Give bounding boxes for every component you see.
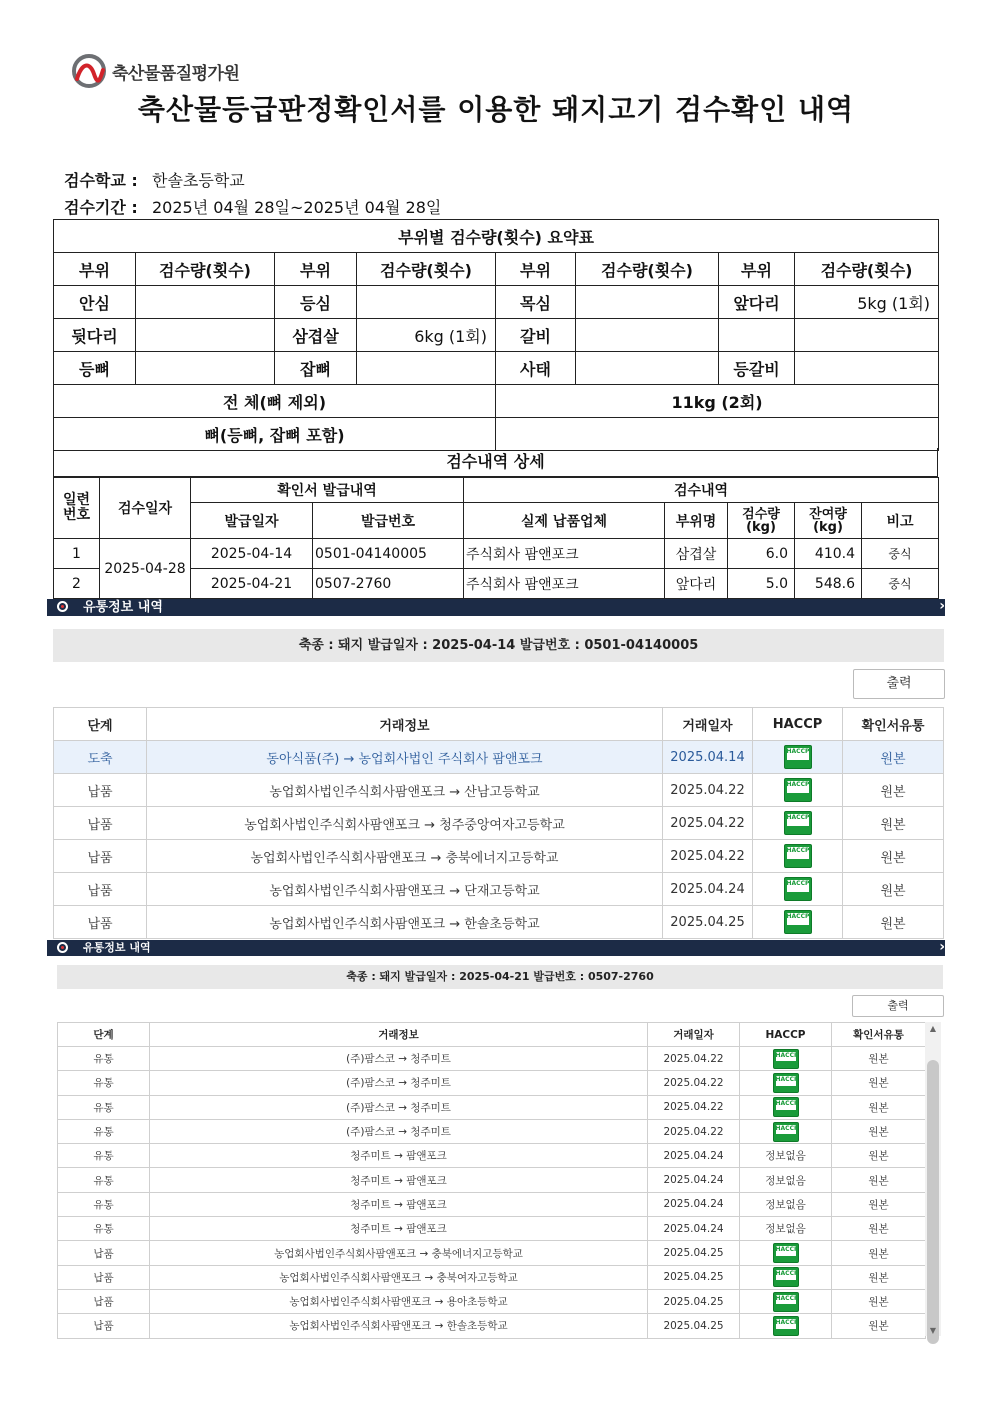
- haccp-badge-text: HACCP: [787, 814, 809, 826]
- h-part: 부위명: [665, 503, 728, 539]
- part-qty: [576, 319, 719, 352]
- period-label: 검수기간 :: [64, 198, 138, 217]
- print-button[interactable]: 출력: [852, 995, 944, 1017]
- table-row[interactable]: [58, 1119, 926, 1143]
- haccp-badge-text: HACCP: [776, 1319, 796, 1329]
- part-qty: [795, 319, 939, 352]
- row-stage: 유통: [58, 1217, 150, 1241]
- row-haccp: [740, 1071, 832, 1095]
- table-row[interactable]: [54, 807, 944, 840]
- org-logo: [70, 52, 270, 92]
- row-stage: 납품: [58, 1314, 150, 1338]
- col-qty: 검수량(횟수): [576, 253, 719, 286]
- row-stage: 납품: [54, 807, 147, 840]
- row-date: 2025.04.22: [663, 774, 753, 807]
- row-date: 2025.04.25: [663, 906, 753, 939]
- haccp-badge-text: HACCP: [776, 1125, 796, 1135]
- total-value: 11kg (2회): [496, 385, 939, 418]
- table-row[interactable]: [58, 1168, 926, 1192]
- table-row[interactable]: [54, 741, 944, 774]
- row-date: 2025.04.25: [648, 1241, 740, 1265]
- row-dist: 원본: [843, 807, 944, 840]
- row-date: 2025.04.24: [663, 873, 753, 906]
- col-stage: 단계: [54, 708, 147, 741]
- haccp-badge-icon: [773, 1292, 799, 1312]
- part-qty: [136, 319, 275, 352]
- h-supplier: 실제 납품업체: [464, 503, 665, 539]
- summary-row: [54, 286, 939, 319]
- haccp-badge-icon: [773, 1316, 799, 1336]
- summary-title: 부위별 검수량(횟수) 요약표: [54, 220, 939, 253]
- part-qty: [795, 352, 939, 385]
- table-row[interactable]: [54, 840, 944, 873]
- col-haccp: HACCP: [753, 708, 843, 741]
- dist2-bar: [47, 940, 945, 956]
- bone-value: [496, 418, 939, 451]
- page-title: 축산물등급판정확인서를 이용한 돼지고기 검수확인 내역: [137, 93, 855, 126]
- row-haccp: 정보없음: [740, 1217, 832, 1241]
- col-dist: 확인서유통: [832, 1023, 926, 1047]
- detail-row: [54, 539, 939, 569]
- col-info: 거래정보: [147, 708, 663, 741]
- row-stage: 납품: [54, 906, 147, 939]
- period-value: 2025년 04월 28일~2025년 04월 28일: [152, 198, 442, 217]
- part-name: 뒷다리: [54, 319, 136, 352]
- row-haccp: [753, 840, 843, 873]
- row-issue-no: 0501-04140005: [313, 539, 464, 569]
- part-qty: 5kg (1회): [795, 286, 939, 319]
- school-label: 검수학교 :: [64, 171, 138, 190]
- row-haccp: [740, 1241, 832, 1265]
- row-supplier: 주식회사 팜앤포크: [464, 569, 665, 599]
- col-info: 거래정보: [150, 1023, 648, 1047]
- row-info: 농업회사법인주식회사팜앤포크 → 충북에너지고등학교: [150, 1241, 648, 1265]
- row-info: (주)팜스코 → 청주미트: [150, 1047, 648, 1071]
- haccp-badge-icon: [773, 1049, 799, 1069]
- row-issue-date: 2025-04-21: [191, 569, 313, 599]
- row-haccp: [753, 873, 843, 906]
- row-haccp: [753, 906, 843, 939]
- row-stage: 유통: [58, 1095, 150, 1119]
- dist1-bar-label: 유통정보 내역: [83, 600, 163, 615]
- col-part: 부위: [496, 253, 576, 286]
- part-qty: [576, 352, 719, 385]
- row-haccp: [740, 1289, 832, 1313]
- haccp-badge-icon: [784, 877, 812, 901]
- detail-grid: [53, 477, 939, 599]
- haccp-badge-text: HACCP: [776, 1100, 796, 1110]
- row-dist: 원본: [843, 906, 944, 939]
- row-date: 2025.04.24: [648, 1168, 740, 1192]
- row-dist: 원본: [832, 1241, 926, 1265]
- table-row[interactable]: [58, 1241, 926, 1265]
- col-date: 거래일자: [648, 1023, 740, 1047]
- row-info: 청주미트 → 팜앤포크: [150, 1217, 648, 1241]
- scrollbar-thumb[interactable]: [927, 1060, 939, 1344]
- info-icon: [57, 942, 68, 953]
- haccp-badge-text: HACCP: [787, 880, 809, 892]
- print-button[interactable]: 출력: [853, 669, 945, 699]
- row-date: 2025.04.22: [648, 1071, 740, 1095]
- h-issue: 확인서 발급내역: [191, 478, 464, 503]
- table-row[interactable]: [58, 1314, 926, 1338]
- dist2-bar-label: 유통정보 내역: [83, 941, 151, 954]
- row-issue-no: 0507-2760: [313, 569, 464, 599]
- row-stage: 납품: [54, 774, 147, 807]
- haccp-badge-text: HACCP: [776, 1076, 796, 1086]
- part-name: 안심: [54, 286, 136, 319]
- row-rem: 548.6: [795, 569, 862, 599]
- row-date: 2025.04.24: [648, 1144, 740, 1168]
- col-qty: 검수량(횟수): [357, 253, 496, 286]
- row-stage: 도축: [54, 741, 147, 774]
- row-info: 농업회사법인주식회사팜앤포크 → 용아초등학교: [150, 1289, 648, 1313]
- row-note: 중식: [862, 569, 939, 599]
- haccp-badge-icon: [773, 1097, 799, 1117]
- haccp-badge-icon: [773, 1267, 799, 1287]
- row-part: 삼겹살: [665, 539, 728, 569]
- row-qty: 6.0: [728, 539, 795, 569]
- row-haccp: [753, 741, 843, 774]
- col-stage: 단계: [58, 1023, 150, 1047]
- row-haccp: [740, 1314, 832, 1338]
- h-no: 일련 번호: [54, 478, 100, 539]
- detail-title: 검수내역 상세: [53, 448, 938, 477]
- haccp-badge-icon: [784, 778, 812, 802]
- part-qty: [357, 286, 496, 319]
- row-dist: 원본: [832, 1217, 926, 1241]
- row-dist: 원본: [832, 1047, 926, 1071]
- row-date: 2025-04-28: [100, 539, 191, 599]
- row-info: 농업회사법인주식회사팜앤포크 → 충북여자고등학교: [150, 1265, 648, 1289]
- row-dist: 원본: [843, 873, 944, 906]
- dist2-summary: 축종 : 돼지 발급일자 : 2025-04-21 발급번호 : 0507-2760: [57, 965, 943, 989]
- h-rem: 잔여량 (kg): [795, 503, 862, 539]
- part-name: 등갈비: [719, 352, 795, 385]
- row-haccp: [740, 1047, 832, 1071]
- row-date: 2025.04.25: [648, 1265, 740, 1289]
- table-row[interactable]: [58, 1192, 926, 1216]
- row-haccp: 정보없음: [740, 1168, 832, 1192]
- part-name: 등심: [275, 286, 357, 319]
- info-icon: [57, 601, 68, 612]
- col-part: 부위: [275, 253, 357, 286]
- row-note: 중식: [862, 539, 939, 569]
- row-haccp: [740, 1265, 832, 1289]
- row-dist: 원본: [843, 840, 944, 873]
- part-qty: [357, 352, 496, 385]
- row-info: 청주미트 → 팜앤포크: [150, 1192, 648, 1216]
- h-issue-no: 발급번호: [313, 503, 464, 539]
- row-issue-date: 2025-04-14: [191, 539, 313, 569]
- table-row[interactable]: [58, 1144, 926, 1168]
- part-name: [719, 319, 795, 352]
- h-insp: 검수내역: [464, 478, 939, 503]
- part-qty: [576, 286, 719, 319]
- haccp-badge-icon: [784, 811, 812, 835]
- row-stage: 유통: [58, 1192, 150, 1216]
- haccp-badge-icon: [773, 1243, 799, 1263]
- haccp-badge-icon: [784, 745, 812, 769]
- col-date: 거래일자: [663, 708, 753, 741]
- row-haccp: [740, 1095, 832, 1119]
- row-haccp: [753, 807, 843, 840]
- school-info: [64, 168, 245, 191]
- row-dist: 원본: [832, 1265, 926, 1289]
- haccp-badge-text: HACCP: [787, 847, 809, 859]
- row-stage: 납품: [54, 873, 147, 906]
- scrollbar[interactable]: [925, 1022, 941, 1336]
- row-info: 농업회사법인주식회사팜앤포크 → 청주중앙여자고등학교: [147, 807, 663, 840]
- row-dist: 원본: [832, 1289, 926, 1313]
- part-name: 갈비: [496, 319, 576, 352]
- haccp-badge-icon: [784, 844, 812, 868]
- row-rem: 410.4: [795, 539, 862, 569]
- haccp-badge-text: HACCP: [787, 913, 809, 925]
- haccp-badge-text: HACCP: [776, 1246, 796, 1256]
- haccp-badge-text: HACCP: [776, 1270, 796, 1280]
- row-stage: 납품: [54, 840, 147, 873]
- scroll-down-icon[interactable]: ▼: [929, 1326, 937, 1335]
- chevron-right-icon[interactable]: ›: [939, 598, 945, 614]
- h-note: 비고: [862, 503, 939, 539]
- row-dist: 원본: [832, 1144, 926, 1168]
- row-date: 2025.04.22: [648, 1047, 740, 1071]
- row-no: 2: [54, 569, 100, 599]
- row-info: 농업회사법인주식회사팜앤포크 → 충북에너지고등학교: [147, 840, 663, 873]
- haccp-badge-text: HACCP: [787, 748, 809, 760]
- haccp-badge-icon: [773, 1073, 799, 1093]
- row-date: 2025.04.24: [648, 1192, 740, 1216]
- row-stage: 유통: [58, 1144, 150, 1168]
- part-name: 앞다리: [719, 286, 795, 319]
- summary-row: [54, 352, 939, 385]
- row-info: 농업회사법인주식회사팜앤포크 → 단재고등학교: [147, 873, 663, 906]
- row-dist: 원본: [832, 1314, 926, 1338]
- haccp-badge-icon: [784, 910, 812, 934]
- haccp-badge-icon: [773, 1122, 799, 1142]
- school-value: 한솔초등학교: [152, 171, 245, 190]
- row-date: 2025.04.22: [648, 1095, 740, 1119]
- row-dist: 원본: [843, 774, 944, 807]
- org-name: 축산물품질평가원: [112, 64, 240, 84]
- col-haccp: HACCP: [740, 1023, 832, 1047]
- table-row[interactable]: [58, 1047, 926, 1071]
- row-haccp: [740, 1119, 832, 1143]
- row-date: 2025.04.24: [648, 1217, 740, 1241]
- row-date: 2025.04.25: [648, 1314, 740, 1338]
- row-dist: 원본: [832, 1168, 926, 1192]
- row-dist: 원본: [832, 1192, 926, 1216]
- row-date: 2025.04.25: [648, 1289, 740, 1313]
- part-name: 잡뼈: [275, 352, 357, 385]
- dist1-summary: 축종 : 돼지 발급일자 : 2025-04-14 발급번호 : 0501-04140005: [53, 629, 944, 662]
- row-dist: 원본: [843, 741, 944, 774]
- row-info: 농업회사법인주식회사팜앤포크 → 한솔초등학교: [147, 906, 663, 939]
- table-row[interactable]: [58, 1095, 926, 1119]
- total-label: 전 체(뼈 제외): [54, 385, 496, 418]
- part-qty: [136, 352, 275, 385]
- h-date: 검수일자: [100, 478, 191, 539]
- summary-header-row: [54, 253, 939, 286]
- org-logo-icon: [70, 52, 108, 90]
- row-qty: 5.0: [728, 569, 795, 599]
- table-row[interactable]: [54, 774, 944, 807]
- h-issue-date: 발급일자: [191, 503, 313, 539]
- row-stage: 유통: [58, 1119, 150, 1143]
- summary-row: [54, 319, 939, 352]
- part-qty: 6kg (1회): [357, 319, 496, 352]
- row-date: 2025.04.14: [663, 741, 753, 774]
- scroll-up-icon[interactable]: ▲: [929, 1024, 937, 1033]
- haccp-badge-text: HACCP: [787, 781, 809, 793]
- row-date: 2025.04.22: [663, 807, 753, 840]
- col-part: 부위: [719, 253, 795, 286]
- row-haccp: 정보없음: [740, 1192, 832, 1216]
- row-stage: 유통: [58, 1071, 150, 1095]
- part-name: 삼겹살: [275, 319, 357, 352]
- row-stage: 납품: [58, 1289, 150, 1313]
- row-info: 청주미트 → 팜앤포크: [150, 1168, 648, 1192]
- row-haccp: 정보없음: [740, 1144, 832, 1168]
- row-no: 1: [54, 539, 100, 569]
- haccp-badge-text: HACCP: [776, 1052, 796, 1062]
- haccp-badge-text: HACCP: [776, 1295, 796, 1305]
- summary-table: [53, 219, 939, 451]
- row-stage: 유통: [58, 1047, 150, 1071]
- row-date: 2025.04.22: [648, 1119, 740, 1143]
- row-stage: 납품: [58, 1265, 150, 1289]
- part-qty: [136, 286, 275, 319]
- row-info: 농업회사법인주식회사팜앤포크 → 한솔초등학교: [150, 1314, 648, 1338]
- row-part: 앞다리: [665, 569, 728, 599]
- table-row[interactable]: [58, 1289, 926, 1313]
- dist1-bar: [47, 599, 945, 616]
- row-dist: 원본: [832, 1095, 926, 1119]
- row-supplier: 주식회사 팜앤포크: [464, 539, 665, 569]
- row-info: 동아식품(주) → 농업회사법인 주식회사 팜앤포크: [147, 741, 663, 774]
- table-row[interactable]: [58, 1265, 926, 1289]
- col-part: 부위: [54, 253, 136, 286]
- dist2-table: [57, 1022, 926, 1339]
- row-haccp: [753, 774, 843, 807]
- row-dist: 원본: [832, 1071, 926, 1095]
- row-info: (주)팜스코 → 청주미트: [150, 1071, 648, 1095]
- table-row[interactable]: [54, 906, 944, 939]
- table-row[interactable]: [54, 873, 944, 906]
- col-qty: 검수량(횟수): [136, 253, 275, 286]
- row-date: 2025.04.22: [663, 840, 753, 873]
- part-name: 사태: [496, 352, 576, 385]
- table-row[interactable]: [58, 1217, 926, 1241]
- chevron-right-icon[interactable]: ›: [939, 939, 945, 955]
- row-info: 청주미트 → 팜앤포크: [150, 1144, 648, 1168]
- row-stage: 유통: [58, 1168, 150, 1192]
- part-name: 목심: [496, 286, 576, 319]
- col-qty: 검수량(횟수): [795, 253, 939, 286]
- col-dist: 확인서유통: [843, 708, 944, 741]
- row-info: (주)팜스코 → 청주미트: [150, 1119, 648, 1143]
- row-info: 농업회사법인주식회사팜앤포크 → 산남고등학교: [147, 774, 663, 807]
- period-info: [64, 195, 441, 218]
- dist1-table: [53, 707, 944, 939]
- row-stage: 납품: [58, 1241, 150, 1265]
- part-name: 등뼈: [54, 352, 136, 385]
- h-qty: 검수량 (kg): [728, 503, 795, 539]
- table-row[interactable]: [58, 1071, 926, 1095]
- row-info: (주)팜스코 → 청주미트: [150, 1095, 648, 1119]
- row-dist: 원본: [832, 1119, 926, 1143]
- bone-label: 뼈(등뼈, 잡뼈 포함): [54, 418, 496, 451]
